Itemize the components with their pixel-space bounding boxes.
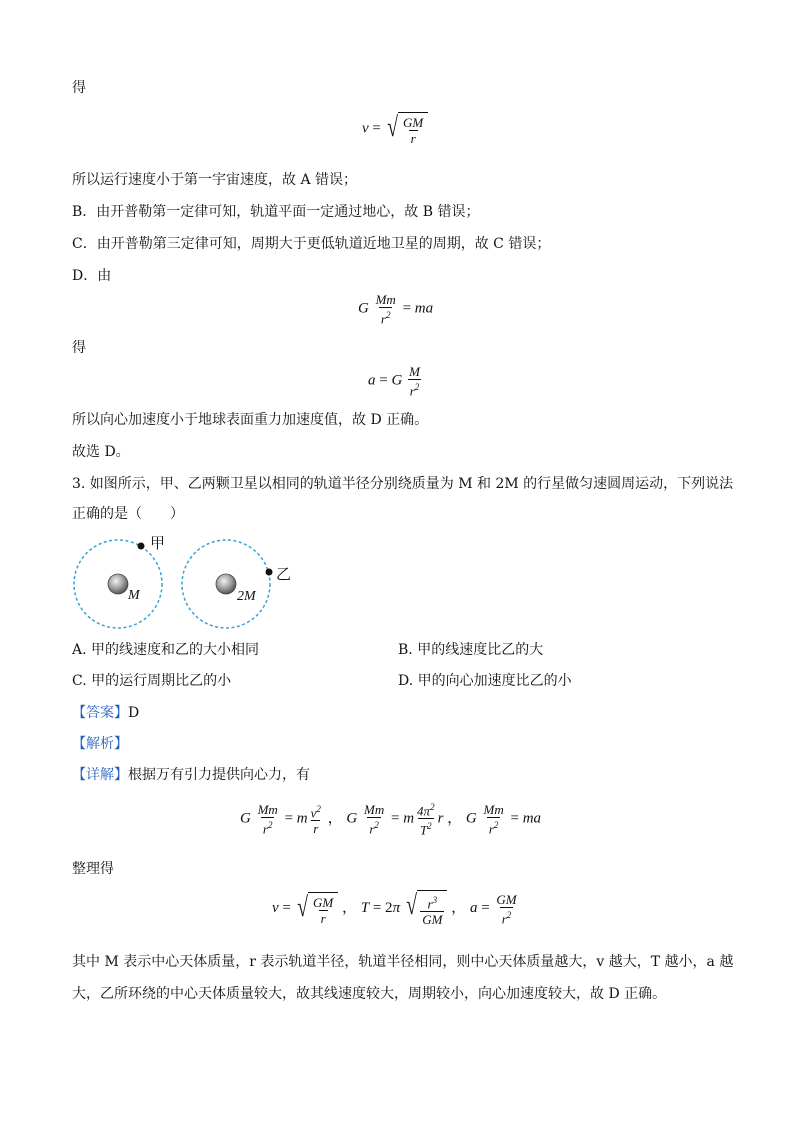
left-satellite-label: 甲 (150, 534, 166, 552)
question-3-line-1: 3. 如图所示，甲、乙两颗卫星以相同的轨道半径分别绕质量为 M 和 2M 的行星做匀速圆周运动，下列说法 (72, 476, 734, 492)
text-de-1: 得 (72, 80, 86, 96)
organize-text: 整理得 (72, 861, 114, 877)
statement-c: C．由开普勒第三定律可知，周期大于更低轨道近地卫星的周期，故 C 错误； (72, 236, 551, 252)
statement-b: B．由开普勒第一定律可知，轨道平面一定通过地心，故 B 错误； (72, 204, 480, 220)
left-planet-label: M (128, 588, 140, 603)
option-b[interactable]: B. 甲的线速度比乙的大 (398, 642, 544, 658)
statement-a: 所以运行速度小于第一宇宙速度，故 A 错误； (72, 172, 358, 188)
analysis-line (72, 734, 128, 754)
orbit-figure (66, 532, 306, 632)
analysis-tag: 【解析】 (72, 736, 128, 752)
right-satellite-label: 乙 (276, 565, 292, 583)
option-c[interactable]: C. 甲的运行周期比乙的小 (72, 673, 232, 689)
statement-d: D．由 (72, 268, 112, 284)
left-planet (108, 574, 128, 594)
formula-v-sqrt: v = √ $\frac{GM}{r}$ (362, 112, 428, 146)
left-satellite (138, 543, 145, 550)
text-de-2: 得 (72, 340, 86, 356)
right-satellite (266, 569, 273, 576)
right-planet (216, 574, 236, 594)
right-planet-label: 2M (237, 589, 256, 604)
answer-tag: 【答案】 (72, 705, 128, 721)
detail-line (72, 765, 310, 785)
answer-value: D (128, 705, 140, 721)
conclusion-line-1: 其中 M 表示中心天体质量，r 表示轨道半径，轨道半径相同，则中心天体质量越大，v 越大，T 越小，a 越 (72, 954, 734, 970)
question-3-line-2: 正确的是（ ） (72, 506, 184, 522)
detail-tag: 【详解】 (72, 767, 128, 783)
option-d[interactable]: D. 甲的向心加速度比乙的小 (398, 673, 572, 689)
statement-d-conclusion: 所以向心加速度小于地球表面重力加速度值，故 D 正确。 (72, 412, 429, 428)
answer-line (72, 703, 139, 723)
formula-a: a = G $\frac{M}{r^2}$ (368, 364, 420, 399)
option-a[interactable]: A. 甲的线速度和乙的大小相同 (72, 642, 260, 658)
formula-gravity-ma: G $\frac{Mm}{r^2}$ = ma (358, 292, 434, 327)
detail-text: 根据万有引力提供向心力，有 (128, 767, 310, 783)
choose-answer: 故选 D。 (72, 444, 130, 460)
conclusion-line-2: 大，乙所环绕的中心天体质量较大，故其线速度较大，周期较小，向心加速度较大，故 D 正确。 (72, 986, 667, 1002)
formula-centripetal-equations: G $\frac{Mm}{r^2}$ = m $\frac{v^2}{r}$ ， G $\frac{Mm}{r^2}$ = m $\frac{4\pi^2}{T^2}$ r ， G $\frac{Mm}{r^2}$ = ma (240, 801, 542, 838)
formula-solved: v = √ $\frac{GM}{r}$ ， T = 2π √ $\frac{r^3}{GM}$ ， a = $\frac{GM}{r^2}$ (272, 890, 517, 928)
